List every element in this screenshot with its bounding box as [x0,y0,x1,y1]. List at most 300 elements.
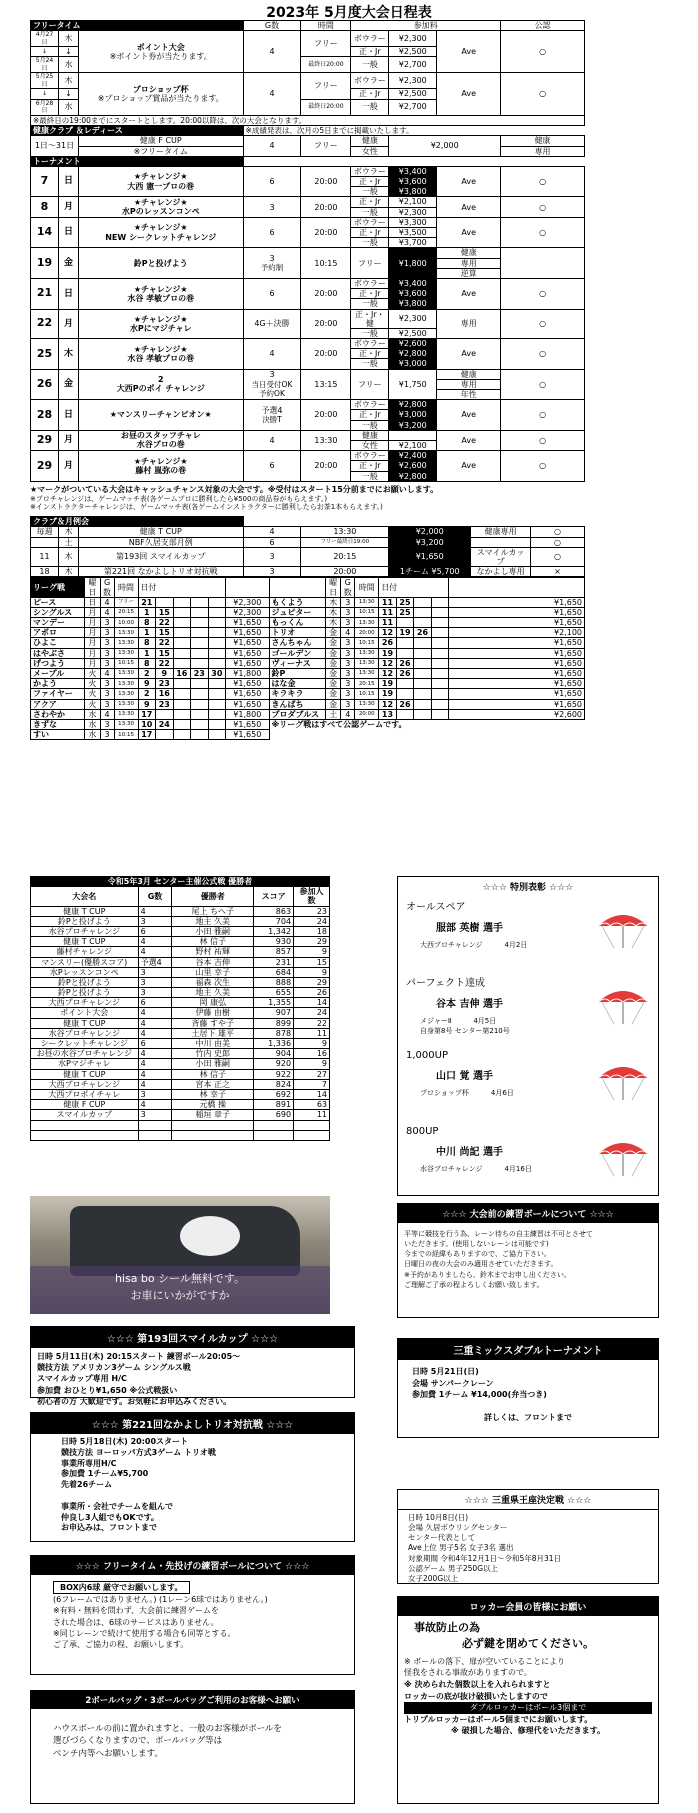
tournament-g [243,278,301,309]
league-cell-r [431,699,448,709]
league-cell-r: 3 [341,658,355,668]
tournament-fee: ¥1,800 [389,248,437,279]
league-cell-r: 12 [379,628,397,638]
league-cell-r: 土 [325,709,340,719]
tournament-fee-label: 正・Jr [351,228,389,238]
league-cell-r: 金 [325,638,340,648]
tournament-ave: Ave [437,278,501,309]
league-cell-r: 11 [379,618,397,628]
tournament-day: 8 [31,197,59,217]
tournament-row [31,197,585,207]
section-tournament: トーナメント [31,156,244,166]
tournament-fee: ¥3,000 [389,359,437,369]
winners-cell: ポイント大会 [31,1008,139,1018]
league-cell-r: 金 [325,658,340,668]
trio-line [61,1491,324,1502]
league-cell: 13:30 [114,638,138,648]
league-cell-r: 26 [396,699,414,709]
club-cell: 土 [58,537,78,547]
trio-line: 事業所・会社でチームを組んで [61,1501,173,1511]
club-cell: 木 [58,547,78,566]
tournament-fee: ¥2,300 [389,309,437,328]
health-g: 4 [243,136,301,156]
bag-title: 2ボールバッグ・3ボールバッグご利用のお客様へお願い [31,1691,354,1709]
tournament-time: 20:00 [301,217,351,248]
winners-cell: 予選4 [138,957,172,967]
league-cell [191,618,209,628]
winners-col: 大会名 [31,887,139,906]
club-cell: 毎週 [31,527,59,537]
winners-row [31,1008,330,1018]
league-cell-r: 26 [396,669,414,679]
league-row [31,669,585,679]
schedule-table [30,20,585,482]
tournament-fee: ¥2,600 [389,461,437,471]
winners-cell: 11 [294,1028,330,1038]
practice-before-line: いただきます。(使用しないレーンは可能です) [404,1240,549,1249]
tournament-note: ★マークがついている大会はキャッシュチャンス対象の大会です。※受付はスタート15分前までにお願いします。 [30,484,439,494]
winners-cell: 24 [294,916,330,926]
league-cell-r: 26 [396,658,414,668]
league-row [31,658,585,668]
tournament-row [31,217,585,227]
tournament-weekday: 日 [58,400,78,431]
league-cell-r: 木 [325,618,340,628]
winners-cell: 907 [254,1008,294,1018]
league-cell-r: 3 [341,689,355,699]
winners-cell: 水Pマジチャレ [31,1059,139,1069]
practice-before-line: ※予約がありましたら、鈴木までお申し出ください。 [404,1270,571,1279]
tournament-fee-label: 正・Jr [351,410,389,420]
league-cell: 13:30 [114,689,138,699]
league-cell-r [431,689,448,699]
winners-row [31,906,330,916]
league-cell: 火 [85,669,100,679]
winners-cell: 1,342 [254,926,294,936]
freetime-weekday: 水 [58,57,78,73]
league-empty [431,730,448,740]
league-cell: 16 [173,669,191,679]
league-cell: すい [31,730,85,740]
award-event2: 自身第8号 センター第210号 [420,1027,510,1035]
league-cell: 13:30 [114,709,138,719]
award-event: プロショップ杯 [420,1089,469,1097]
freetime-fee: ¥2,500 [389,47,437,57]
winners-cell: 小田 雅嗣 [172,926,254,936]
tournament-note: ※プロチャレンジは、ゲームマッチ表(各ゲームプロに勝利したら¥500の商品券がもらえます。) [30,494,328,503]
club-cell: ¥2,000 [389,527,471,537]
league-cell: 10:15 [114,658,138,668]
tournament-day: 28 [31,400,59,431]
tournament-weekday: 月 [58,451,78,482]
winners-cell: 元橋 操 [172,1100,254,1110]
trio-line: 日時 5月18日(木) 20:00スタート [61,1437,189,1446]
league-cell [173,658,191,668]
winners-cell: 3 [138,967,172,977]
league-cell: 3 [100,730,114,740]
tournament-time: 13:15 [301,369,351,400]
schedule-section [30,20,585,740]
winners-cell: 4 [138,1079,172,1089]
tournament-g-sub: 予約制 [260,263,284,273]
league-cell-r: 鈴P [269,669,325,679]
winners-cell: 鈴Pと投げよう [31,988,139,998]
winners-col: 参加人数 [294,887,330,906]
mie-mix-line: 参加費 1チーム ¥14,000(弁当つき) [412,1390,547,1400]
award-date: 4月16日 [504,1165,532,1173]
special-award-item [398,896,658,972]
league-cell-r: 13 [379,709,397,719]
health-fee-label2: 女性 [351,146,389,156]
league-cell [208,730,226,740]
locker-line: 必ず鍵を閉めてください。 [462,1636,594,1650]
tournament-weekday: 金 [58,248,78,279]
league-cell [191,709,209,719]
club-cell: 13:30 [301,527,389,537]
col-cert: 公認 [501,21,585,31]
tournament-fee: ¥3,300 [389,217,437,227]
league-cell: ¥1,650 [226,699,269,709]
league-cell-r: 金 [325,699,340,709]
special-award-item [398,1124,658,1200]
tournament-label1: ★チャレンジ★ [133,314,188,324]
tournament-cert: ○ [501,166,585,197]
league-cell: ¥2,300 [226,597,269,607]
league-cell [191,719,209,729]
tournament-g-main: 4 [269,435,275,445]
league-cell-r: ¥1,650 [449,699,585,709]
league-cell [173,709,191,719]
trio-line: 先着26チーム [61,1480,113,1490]
club-cell: 20:00 [301,567,389,577]
league-cell: ¥1,650 [226,689,269,699]
tournament-fee [389,430,437,440]
freetime-weekday: 木 [58,73,78,89]
league-cell-r: 3 [341,679,355,689]
car-photo [30,1196,330,1314]
league-cell-r: 4 [341,628,355,638]
winners-cell: 4 [138,1049,172,1059]
tournament-fee: ¥3,800 [389,187,437,197]
tournament-label2: 水谷 孝敏プロの巻 [127,353,195,363]
league-cell-r: 金 [325,648,340,658]
league-cell-r: きんぱち [269,699,325,709]
club-cell: ○ [531,537,585,547]
league-cell-r [414,709,432,719]
club-cell: 第221回 なかよしトリオ対抗戦 [78,567,243,577]
tournament-fee: ¥3,800 [389,299,437,309]
league-cell [208,597,226,607]
winners-cell: 704 [254,916,294,926]
league-cell-r [414,669,432,679]
award-player: 山口 覚 選手 [436,1071,493,1082]
league-cell-r [414,597,432,607]
health-cert1: 健康 [501,136,585,146]
winners-cell: 16 [294,1049,330,1059]
winners-row [31,957,330,967]
tournament-fee: ¥2,100 [389,440,437,450]
tournament-fee-label: 一般 [351,187,389,197]
club-table [30,516,585,577]
tournament-fee: ¥2,800 [389,400,437,410]
tournament-cert: ○ [501,400,585,431]
winners-cell: 878 [254,1028,294,1038]
tournament-notes [30,484,585,513]
league-cell-r [431,679,448,689]
practice-before-line: 平等に競技を行う為、レーン待ちの自主練習は不可とさせて [404,1230,593,1238]
freetime-cert: ○ [501,31,585,73]
practice-before-box [397,1203,659,1318]
league-cell [191,597,209,607]
league-cell: ¥1,650 [226,730,269,740]
mie-mix-title: 三重ミックスダブルトーナメント [398,1339,658,1360]
league-empty [355,730,379,740]
winners-cell: 14 [294,1089,330,1099]
tournament-label2: ★マンスリーチャンピオン★ [109,410,212,420]
club-cell: スマイルカップ [471,547,531,566]
league-cell [173,628,191,638]
tournament-cert: ○ [501,430,585,450]
league-cell-r: 20:00 [355,709,379,719]
winners-cell: 3 [138,977,172,987]
winners-cell: 地主 久美 [172,988,254,998]
club-cell: なかよし専用 [471,567,531,577]
health-fee-label1: 健康 [351,136,389,146]
winners-col: 優勝者 [172,887,254,906]
tournament-fee-label: 一般 [351,207,389,217]
tournament-row [31,309,585,328]
tournament-fee: ¥2,300 [389,207,437,217]
league-col-time: 時間 [114,578,138,597]
locker-line: ※ 破損した場合、修理代をいただきます。 [451,1726,605,1736]
freetime-row [31,73,585,89]
tournament-time: 13:30 [301,430,351,450]
league-cell: 22 [156,618,174,628]
freetime-weekday: 水 [58,99,78,115]
smile-line: 競技方法 アメリカン3ゲーム シングルス戦 [37,1363,191,1373]
league-cell-r: 木 [325,597,340,607]
winners-cell: 22 [294,1018,330,1028]
league-cell: 23 [156,699,174,709]
winners-cell: 竹内 史郎 [172,1049,254,1059]
tournament-time: 20:00 [301,339,351,370]
tournament-row [31,451,585,461]
tournament-day: 7 [31,166,59,197]
league-row [31,618,585,628]
league-cell-r: 3 [341,597,355,607]
league-cell: ¥1,800 [226,709,269,719]
winners-cell: 4 [138,947,172,957]
club-cell: 第193回 スマイルカップ [78,547,243,566]
tournament-cert [501,248,585,279]
tournament-label1: ★チャレンジ★ [133,284,188,294]
tournament-g [243,451,301,482]
league-col-wd: 曜日 [85,578,100,597]
practice-before-title: ☆☆☆ 大会前の練習ボールについて ☆☆☆ [398,1204,658,1223]
league-cell: 月 [85,658,100,668]
tournament-name [78,369,243,400]
tournament-name [78,451,243,482]
freetime-name [78,31,243,73]
league-row [31,699,585,709]
tournament-fee-label: ボウラー [351,166,389,176]
league-cell [208,689,226,699]
winners-cell: 891 [254,1100,294,1110]
award-player: 服部 英樹 選手 [436,923,503,934]
freetime-row [31,31,585,47]
trio-line: 競技方法 ヨーロッパ方式3ゲーム トリオ戦 [61,1447,216,1457]
winners-cell: シークレットチャレンジ [31,1039,139,1049]
winners-cell: 922 [254,1069,294,1079]
league-cell-r [396,679,414,689]
league-cell-r [431,669,448,679]
tournament-ave: Ave [437,451,501,482]
tournament-ave: Ave [437,197,501,217]
health-fee: ¥2,000 [389,136,501,156]
tournament-name [78,166,243,197]
car-photo-line1: hisa bo シール無料です。 [114,1272,246,1285]
tournament-cert: ○ [501,278,585,309]
league-cell [208,699,226,709]
freetime-fee-label: ボウラー [351,31,389,47]
league-cell-r: 11 [379,607,397,617]
umbrella-icon [594,908,652,948]
league-empty [379,730,397,740]
mie-king-line: 対象期間 令和4年12月1日～令和5年8月31日 [408,1553,562,1563]
winners-cell: 小田 雅嗣 [172,1059,254,1069]
mie-king-line: センター代表として [408,1533,476,1543]
winners-section [30,876,330,1141]
tournament-day: 26 [31,369,59,400]
tournament-g-main: 3 [269,202,275,212]
winners-cell: 鈴Pと投げよう [31,977,139,987]
locker-box [397,1596,659,1804]
league-cell: ¥1,650 [226,658,269,668]
tournament-name [78,339,243,370]
trio-line: お申込みは、フロントまで [61,1523,157,1533]
health-name: 健康 F CUP [78,136,243,146]
winners-cell: 3 [138,988,172,998]
winners-cell: 林 信子 [172,937,254,947]
freetime-sub: ※ポイント券が当たります。 [109,51,212,61]
league-cell [191,648,209,658]
tournament-fee-label: ボウラー [351,217,389,227]
tournament-cert: ○ [501,217,585,248]
smile-line: 参加費 おひとり¥1,650 ※公式戦扱い [37,1385,178,1395]
tournament-weekday: 月 [58,430,78,450]
winners-title: 令和5年3月 センター主催公式戦 優勝者 [31,877,330,887]
winners-cell: 6 [138,1039,172,1049]
league-cell [173,618,191,628]
league-cell-r: ¥1,650 [449,618,585,628]
league-cell-r: トリオ [269,628,325,638]
league-cell: メープル [31,669,85,679]
league-cell: 1 [138,648,156,658]
winners-row [31,1028,330,1038]
tournament-fee-label: 正・Jr [351,197,389,207]
section-league: リーグ戦 [31,578,85,597]
winners-row [31,988,330,998]
winners-cell: 26 [294,988,330,998]
league-cell-r [396,689,414,699]
league-cell [191,638,209,648]
winners-cell: 904 [254,1049,294,1059]
league-cell: 月 [85,618,100,628]
winners-cell: 888 [254,977,294,987]
league-cell-r: 3 [341,607,355,617]
tournament-weekday: 木 [58,339,78,370]
league-cell: 3 [100,638,114,648]
league-cell [156,709,174,719]
tournament-time: 20:00 [301,166,351,197]
tournament-cert: ○ [501,309,585,339]
freetime-note: ※最終日の19:00までにスタートとします。20:00以降は、次の大会となります。 [31,115,585,125]
winners-cell: 29 [294,977,330,987]
tournament-label2: 大西 憲一プロの巻 [127,181,195,191]
winners-cell: 930 [254,937,294,947]
league-cell: ¥1,650 [226,638,269,648]
tournament-g [243,197,301,217]
freetime-date: 4月27日 [31,31,59,47]
league-empty [325,730,340,740]
league-cell-r [431,648,448,658]
winners-cell: 3 [138,1089,172,1099]
league-cell-r: 25 [396,597,414,607]
league-cell: 4 [100,709,114,719]
tournament-label2: 水Pのレッスンコンペ [121,207,200,217]
league-col-g-r: G数 [341,578,355,597]
league-cell-r: 19 [379,689,397,699]
league-cell: 水 [85,730,100,740]
league-cell: きずな [31,719,85,729]
league-cell [191,607,209,617]
league-cell: 3 [100,658,114,668]
league-cell: 水 [85,719,100,729]
league-cell-r: 13:30 [355,618,379,628]
league-cell [191,699,209,709]
league-cell: 13:30 [114,699,138,709]
winners-row [31,916,330,926]
league-cell-r [414,638,432,648]
freetime-date: 6月28日 [31,99,59,115]
tournament-g-sub: 当日受付OK [251,379,293,389]
league-cell: 13:30 [114,669,138,679]
club-cell: 木 [58,567,78,577]
league-cell-r: 19 [379,679,397,689]
league-cell-r: 19 [379,648,397,658]
tournament-name [78,217,243,248]
league-cell: 9 [156,669,174,679]
club-cell: ¥3,200 [389,537,471,547]
league-cell: 2 [138,689,156,699]
league-cell [191,730,209,740]
freetime-time2: 最終日20:00 [301,99,351,115]
smile-line: 日時 5月11日(木) 20:15スタート 練習ボール20:05～ [37,1352,241,1361]
league-cell-r: 13:30 [355,648,379,658]
league-row [31,730,585,740]
league-cell-r [431,597,448,607]
tournament-name [78,430,243,450]
league-cell: 3 [100,618,114,628]
winners-cell: 地主 久美 [172,916,254,926]
tournament-day: 29 [31,451,59,482]
league-cell: 4 [100,597,114,607]
league-cell: 21 [138,597,156,607]
freetime-time: フリー [301,31,351,57]
league-cell: はやぶさ [31,648,85,658]
smile-line: 初心者の方 大歓迎です。お気軽にお申込みください。 [37,1396,232,1406]
freetime-practice-line: ご了承、ご協力の程、お願いします。 [53,1639,189,1649]
